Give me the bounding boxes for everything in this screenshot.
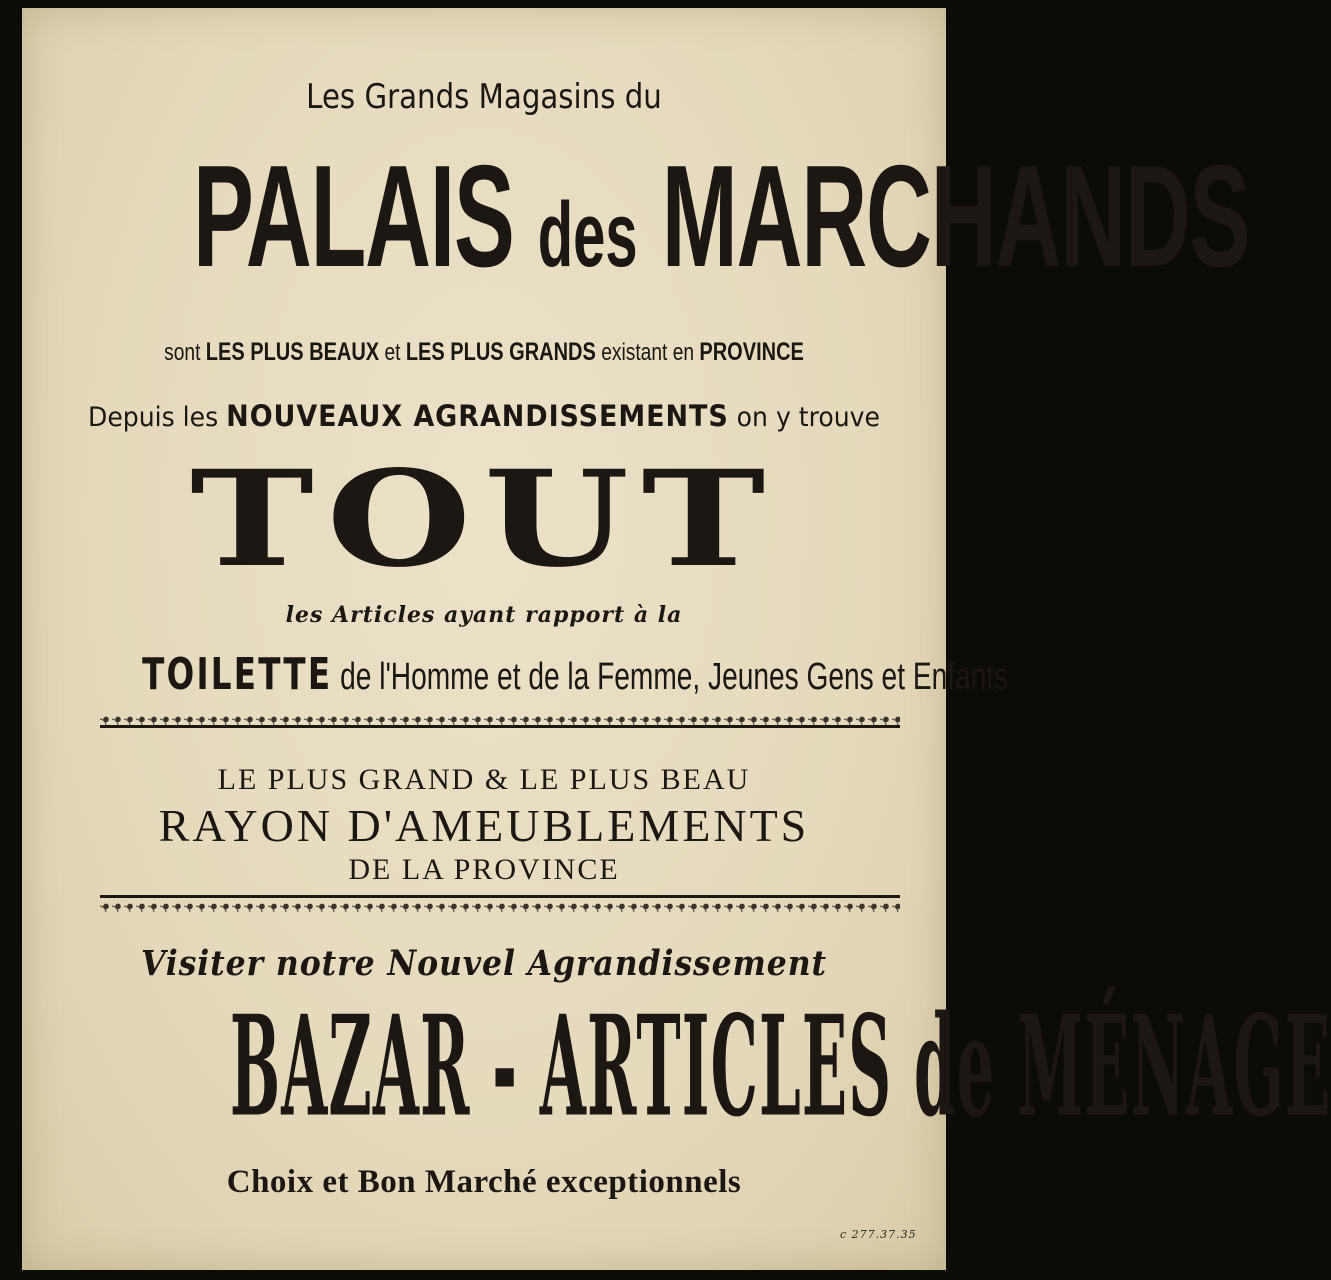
toilette-word: TOILETTE [142, 649, 333, 700]
furniture-line1: LE PLUS GRAND & LE PLUS BEAU [217, 763, 751, 796]
tagline-t2: LES PLUS BEAUX [205, 338, 380, 366]
tagline-most-beautiful [114, 340, 853, 365]
ext-t3: on y trouve [736, 402, 880, 433]
store-title [192, 135, 1250, 297]
title-palais: PALAIS [192, 135, 514, 297]
toilette-line [142, 649, 1009, 700]
ornamental-divider-bottom [100, 895, 900, 912]
ornament-band [100, 898, 900, 912]
title-marchands: MARCHANDS [661, 135, 1250, 297]
headline-tout: TOUT [190, 442, 778, 597]
tagline-t1: sont [164, 339, 201, 366]
articles-line: les Articles ayant rapport à la [285, 602, 683, 628]
toilette-rest: de l'Homme et de la Femme, Jeunes Gens et Enfants [340, 656, 1009, 698]
catalog-mark: c 277.37.35 [840, 1228, 917, 1241]
ornament-band [100, 711, 900, 725]
ext-t2: NOUVEAUX AGRANDISSEMENTS [226, 399, 729, 433]
ornamental-divider-top [100, 711, 900, 728]
closing-line: Choix et Bon Marché exceptionnels [226, 1164, 742, 1200]
ext-t1: Depuis les [88, 402, 219, 433]
tagline-t5: existant en [601, 339, 695, 366]
intro-line: Les Grands Magasins du [306, 77, 662, 117]
furniture-line2: RAYON D'AMEUBLEMENTS [158, 800, 810, 851]
bazar-headline: BAZAR - ARTICLES de MÉNAGE [229, 986, 1331, 1148]
visit-line: Visiter notre Nouvel Agrandissement [141, 943, 827, 984]
poster-sheet [22, 8, 1331, 1270]
furniture-line3: DE LA PROVINCE [348, 853, 620, 886]
tagline-t6: PROVINCE [699, 338, 804, 366]
tagline-t3: et [384, 339, 401, 366]
divider-rule [100, 725, 900, 728]
title-des: des [537, 184, 638, 286]
tagline-t4: LES PLUS GRANDS [405, 338, 596, 366]
tagline-new-extensions [54, 399, 913, 433]
